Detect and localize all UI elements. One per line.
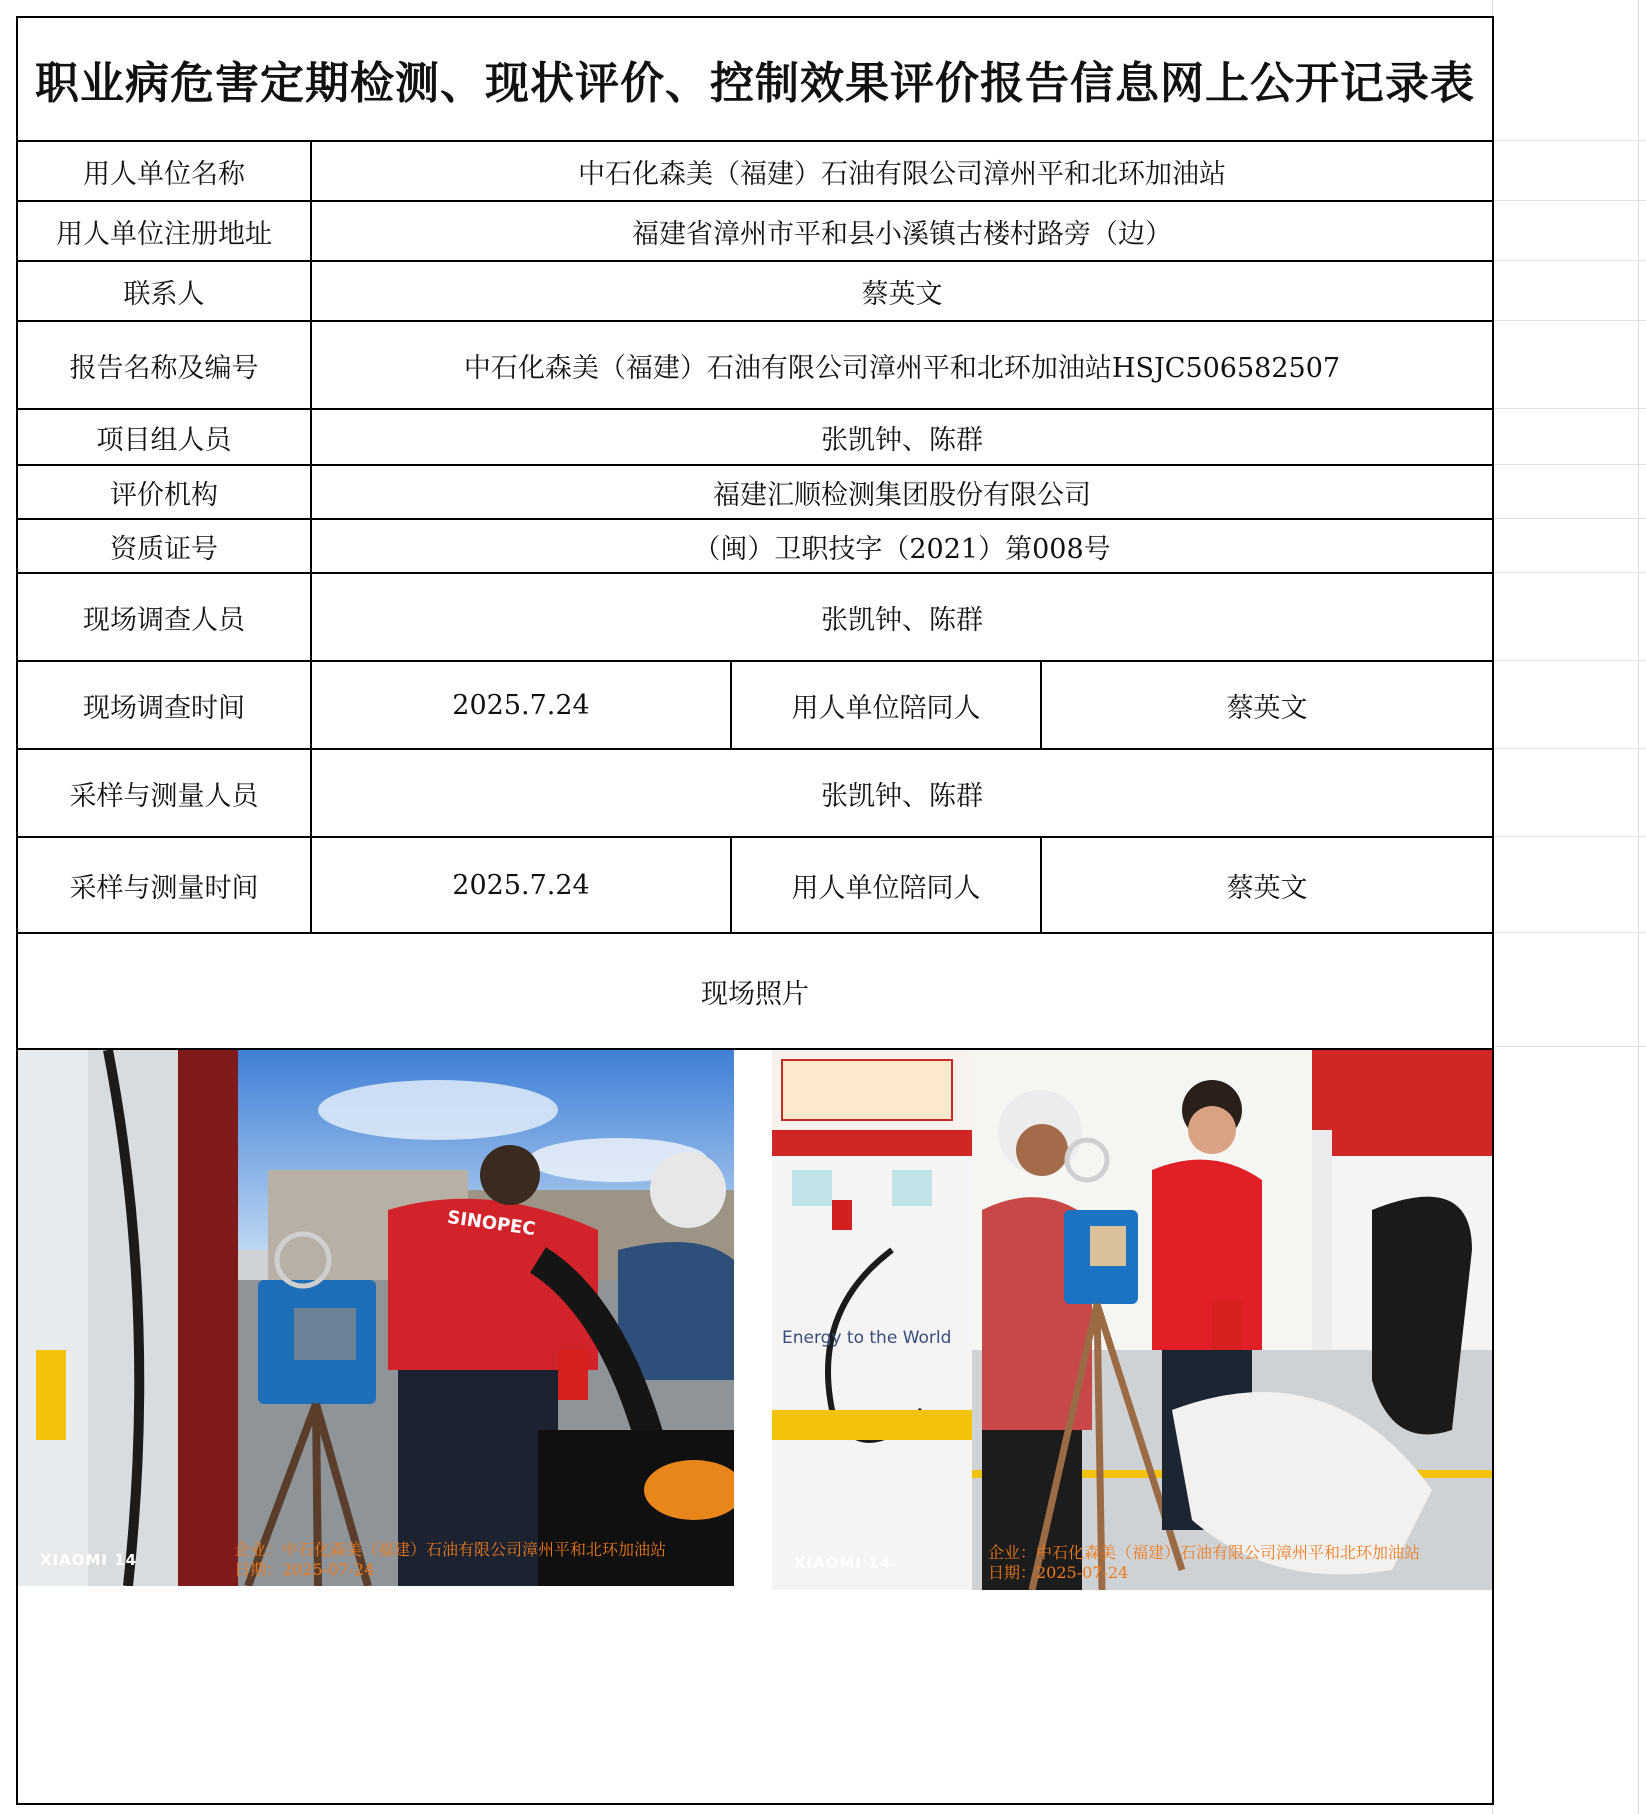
site-photo-2 (772, 1050, 1492, 1590)
camera-brand-watermark: XIAOMI 14 (794, 1554, 892, 1572)
survey-companion-value: 蔡英文 (1226, 692, 1308, 724)
sheet-gridline (1492, 260, 1646, 261)
photo-stamp-date: 日期：2025-07-24 (234, 1560, 375, 1579)
sheet-gridline (1638, 0, 1639, 1814)
sheet-gridline (1492, 660, 1646, 661)
report-name-label: 报告名称及编号 (69, 352, 259, 384)
sampling-companion-value: 蔡英文 (1226, 872, 1308, 904)
site-photo-1 (18, 1050, 734, 1586)
sampling-companion-label: 用人单位陪同人 (791, 872, 981, 904)
sheet-gridline (1492, 408, 1646, 409)
sampling-staff-label: 采样与测量人员 (69, 780, 259, 812)
certificate-label: 资质证号 (110, 533, 218, 565)
sheet-gridline (1492, 200, 1646, 201)
survey-time-value: 2025.7.24 (452, 689, 590, 721)
sheet-gridline (1492, 572, 1646, 573)
survey-companion-label: 用人单位陪同人 (791, 692, 981, 724)
sampling-time-value: 2025.7.24 (452, 869, 590, 901)
sheet-gridline (1492, 464, 1646, 465)
photos-heading: 现场照片 (701, 978, 809, 1010)
record-table (16, 16, 1494, 1805)
contact-value: 蔡英文 (861, 278, 943, 310)
project-team-label: 项目组人员 (96, 424, 232, 456)
employer-name-label: 用人单位名称 (83, 158, 245, 190)
photo-stamp-date: 日期：2025-07-24 (988, 1563, 1129, 1582)
agency-value: 福建汇顺检测集团股份有限公司 (713, 479, 1091, 511)
camera-brand-watermark: XIAOMI 14 (40, 1551, 138, 1569)
photo-stamp-company: 企业：中石化森美（福建）石油有限公司漳州平和北环加油站 (234, 1540, 667, 1559)
employer-address-label: 用人单位注册地址 (56, 218, 272, 250)
sampling-time-label: 采样与测量时间 (69, 872, 259, 904)
sheet-gridline (1492, 518, 1646, 519)
survey-time-label: 现场调查时间 (83, 692, 245, 724)
sheet-gridline (1492, 1046, 1646, 1047)
page-title: 职业病危害定期检测、现状评价、控制效果评价报告信息网上公开记录表 (35, 58, 1475, 109)
survey-staff-value: 张凯钟、陈群 (821, 604, 983, 636)
sheet-gridline (1492, 748, 1646, 749)
sheet-gridline (1492, 140, 1646, 141)
agency-label: 评价机构 (110, 479, 218, 511)
sheet-gridline (1492, 932, 1646, 933)
project-team-value: 张凯钟、陈群 (821, 424, 983, 456)
contact-label: 联系人 (123, 278, 205, 310)
sampling-staff-value: 张凯钟、陈群 (821, 780, 983, 812)
sheet-gridline (1492, 320, 1646, 321)
shirt-logo-text: SINOPEC (445, 1206, 537, 1241)
certificate-value: （闽）卫职技字（2021）第008号 (693, 533, 1111, 565)
survey-staff-label: 现场调查人员 (83, 604, 245, 636)
report-name-value: 中石化森美（福建）石油有限公司漳州平和北环加油站HSJC506582507 (463, 352, 1341, 384)
employer-address-value: 福建省漳州市平和县小溪镇古楼村路旁（边） (632, 218, 1172, 250)
sheet-gridline (1492, 836, 1646, 837)
station-sign-text: Energy to the World (782, 1328, 952, 1348)
employer-name-value: 中石化森美（福建）石油有限公司漳州平和北环加油站 (578, 158, 1226, 190)
photo-stamp-company: 企业：中石化森美（福建）石油有限公司漳州平和北环加油站 (988, 1543, 1421, 1562)
